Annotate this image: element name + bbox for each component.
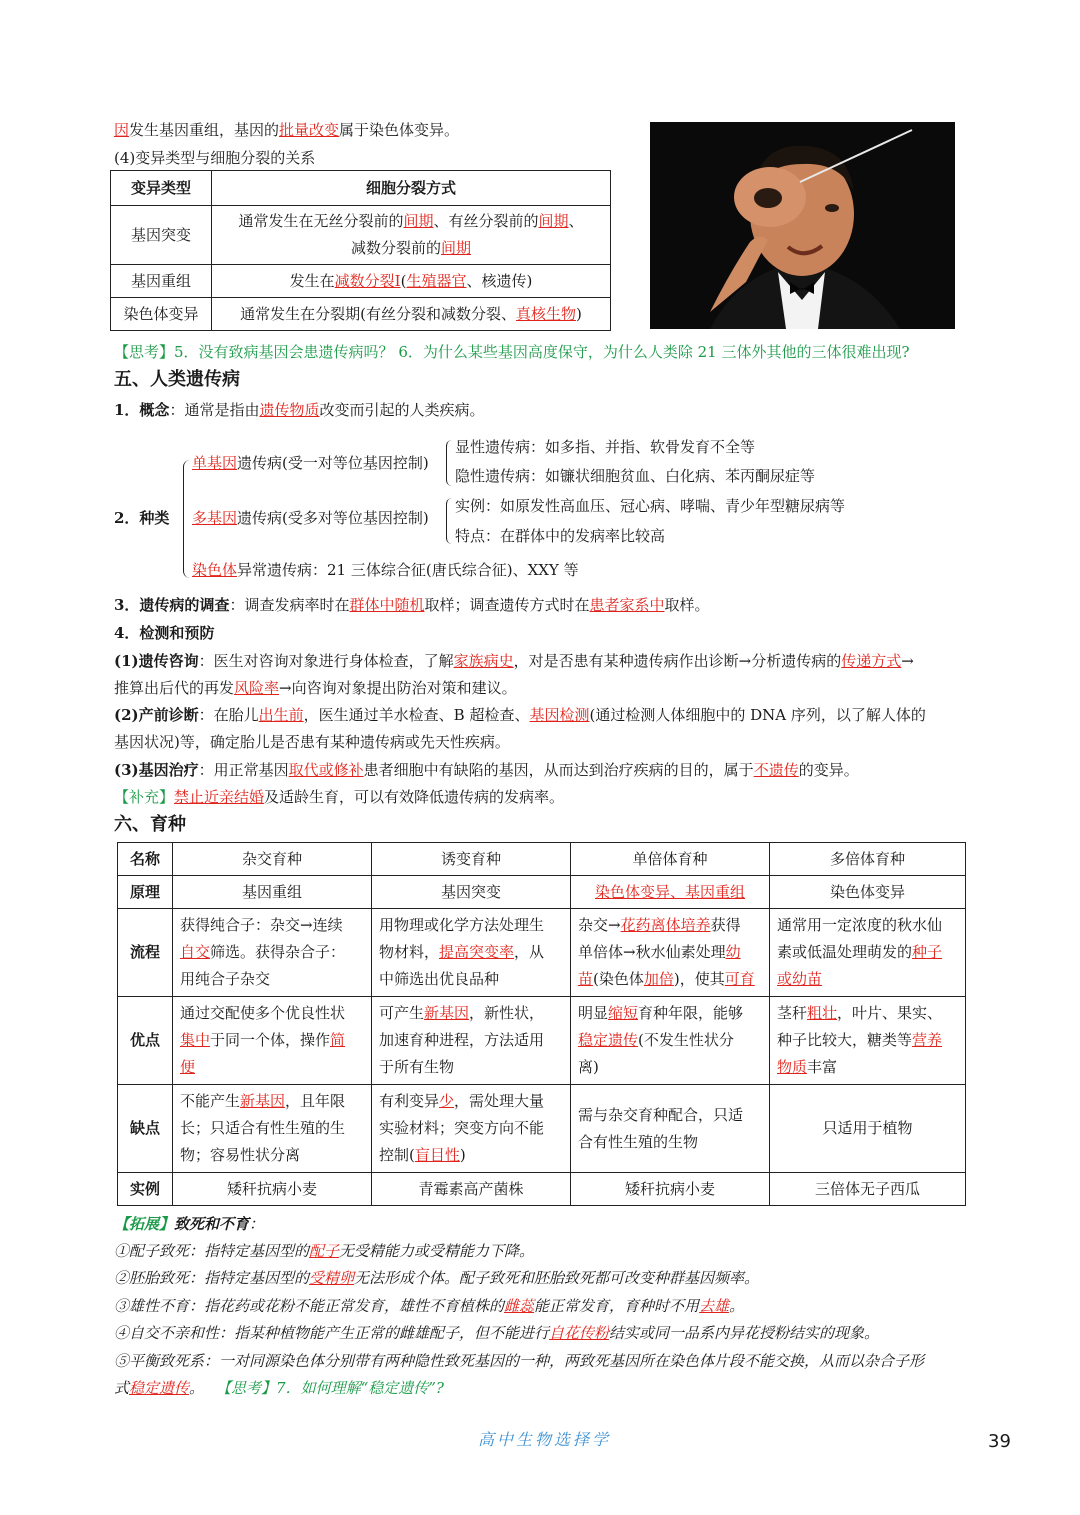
table-cell: 通常发生在分裂期(有丝分裂和减数分裂、真核生物): [212, 298, 611, 331]
table-cell: 需与杂交育种配合，只适 合有性生殖的生物: [571, 1085, 770, 1173]
table-cell: 只适用于植物: [770, 1085, 966, 1173]
gene-therapy-line: (3)基因治疗：用正常基因取代或修补患者细胞中有缺陷的基因，从而达到治疗疾病的目的，属于不遗传的变异。: [114, 761, 859, 779]
extension-line: 式稳定遗传。 【思考】7．如何理解“稳定遗传”?: [114, 1379, 444, 1397]
table-cell: 基因重组: [173, 876, 372, 909]
table-cell: 青霉素高产菌株: [372, 1173, 571, 1206]
table-cell: 通常用一定浓度的秋水仙 素或低温处理萌发的种子 或幼苗: [770, 909, 966, 997]
survey-line: 3．遗传病的调查：调查发病率时在群体中随机取样；调查遗传方式时在患者家系中取样。: [114, 596, 710, 614]
section-heading: 六、育种: [114, 814, 186, 835]
extension-line: ④自交不亲和性：指某种植物能产生正常的雌雄配子，但不能进行自花传粉结实或同一品系内异花授粉结实的现象。: [114, 1324, 880, 1342]
prenatal-line-2: 基因状况)等，确定胎儿是否患有某种遗传病或先天性疾病。: [114, 733, 510, 751]
prenatal-line: (2)产前诊断：在胎儿出生前，医生通过羊水检查、B 超检查、基因检测(通过检测人体细胞中的 DNA 序列，以了解人体的: [114, 706, 926, 724]
table-cell: 染色体变异: [111, 298, 212, 331]
table-cell: 有利变异少，需处理大量 实验材料；突变方向不能 控制(盲目性): [372, 1085, 571, 1173]
subheading: 4．检测和预防: [114, 624, 215, 642]
subheading: (4)变异类型与细胞分裂的关系: [114, 149, 316, 167]
footer-brand: 高中生物选择学: [478, 1430, 612, 1449]
think-question: 【思考】5．没有致病基因会患遗传病吗？ 6．为什么某些基因高度保守，为什么人类除 21 三体外其他的三体很难出现?: [114, 343, 910, 361]
brace: [446, 498, 452, 544]
table-cell: 杂交→花药离体培养获得 单倍体→秋水仙素处理幼 苗(染色体加倍)，使其可育: [571, 909, 770, 997]
dominant-item: 显性遗传病：如多指、并指、软骨发育不全等: [455, 438, 756, 456]
counseling-line-2: 推算出后代的再发风险率→向咨询对象提出防治对策和建议。: [114, 679, 517, 697]
table-header: 细胞分裂方式: [212, 171, 611, 206]
table-cell: 可产生新基因，新性状， 加速育种进程，方法适用 于所有生物: [372, 997, 571, 1085]
extension-line: ②胚胎致死：指特定基因型的受精卵无法形成个体。配子致死和胚胎致死都可改变种群基因频率。: [114, 1269, 760, 1287]
table-cell: 不能产生新基因，且年限 长；只适合有性生殖的生 物；容易性状分离: [173, 1085, 372, 1173]
row-header: 流程: [118, 909, 173, 997]
table-cell: 矮秆抗病小麦: [173, 1173, 372, 1206]
row-header: 原理: [118, 876, 173, 909]
example-item: 实例：如原发性高血压、冠心病、哮喘、青少年型糖尿病等: [455, 497, 846, 515]
table-header: 名称: [118, 843, 173, 876]
breeding-table: [117, 842, 966, 1206]
table-cell: 明显缩短育种年限，能够 稳定遗传(不发生性状分 离): [571, 997, 770, 1085]
table-header: 单倍体育种: [571, 843, 770, 876]
types-label: 2．种类: [114, 509, 170, 527]
counseling-line: (1)遗传咨询：医生对咨询对象进行身体检查，了解家族病史，对是否患有某种遗传病作出诊断→分析遗传病的传递方式→: [114, 652, 914, 670]
table-cell: 获得纯合子：杂交→连续 自交筛选。获得杂合子： 用纯合子杂交: [173, 909, 372, 997]
table-cell: 基因突变: [111, 206, 212, 265]
table-cell: 三倍体无子西瓜: [770, 1173, 966, 1206]
table-header: 变异类型: [111, 171, 212, 206]
variation-division-table: [110, 170, 611, 331]
table-cell: 基因突变: [372, 876, 571, 909]
section-heading: 五、人类遗传病: [114, 369, 240, 390]
table-header: 杂交育种: [173, 843, 372, 876]
single-gene-item: 单基因遗传病(受一对等位基因控制): [192, 454, 429, 472]
extension-line: ⑤平衡致死系：一对同源染色体分别带有两种隐性致死基因的一种，两致死基因所在染色体片段不能交换，从而以杂合子形: [114, 1352, 925, 1370]
table-cell: 基因重组: [111, 265, 212, 298]
conductor-photo: [650, 122, 955, 329]
extension-line: ③雄性不育：指花药或花粉不能正常发育，雄性不育植株的雌蕊能正常发育，育种时不用去雄。: [114, 1297, 745, 1315]
multi-gene-item: 多基因遗传病(受多对等位基因控制): [192, 509, 429, 527]
extension-line: ①配子致死：指特定基因型的配子无受精能力或受精能力下降。: [114, 1242, 535, 1260]
row-header: 缺点: [118, 1085, 173, 1173]
table-cell: 通常发生在无丝分裂前的间期、有丝分裂前的间期、 减数分裂前的间期: [212, 206, 611, 265]
feature-item: 特点：在群体中的发病率比较高: [455, 527, 666, 545]
table-cell: 用物理或化学方法处理生 物材料，提高突变率，从 中筛选出优良品种: [372, 909, 571, 997]
table-cell: 染色体变异: [770, 876, 966, 909]
brace: [183, 460, 190, 578]
table-header: 诱变育种: [372, 843, 571, 876]
concept-line: 1．概念：通常是指由遗传物质改变而引起的人类疾病。: [114, 401, 485, 419]
table-header: 多倍体育种: [770, 843, 966, 876]
chromosome-item: 染色体异常遗传病：21 三体综合征(唐氏综合征)、XXY 等: [192, 561, 579, 579]
brace: [446, 440, 452, 486]
table-cell: 茎秆粗壮，叶片、果实、 种子比较大，糖类等营养 物质丰富: [770, 997, 966, 1085]
supplement-line: 【补充】禁止近亲结婚及适龄生育，可以有效降低遗传病的发病率。: [114, 788, 565, 806]
table-cell: 矮秆抗病小麦: [571, 1173, 770, 1206]
table-cell: 染色体变异、基因重组: [571, 876, 770, 909]
table-cell: 发生在减数分裂Ⅰ(生殖器官、核遗传): [212, 265, 611, 298]
recessive-item: 隐性遗传病：如镰状细胞贫血、白化病、苯丙酮尿症等: [455, 467, 816, 485]
page-number: 39: [988, 1431, 1011, 1452]
extension-title: 【拓展】致死和不育：: [114, 1215, 265, 1233]
table-cell: 通过交配使多个优良性状 集中于同一个体，操作简 便: [173, 997, 372, 1085]
row-header: 优点: [118, 997, 173, 1085]
text-line: 因发生基因重组，基因的批量改变属于染色体变异。: [114, 121, 460, 139]
row-header: 实例: [118, 1173, 173, 1206]
